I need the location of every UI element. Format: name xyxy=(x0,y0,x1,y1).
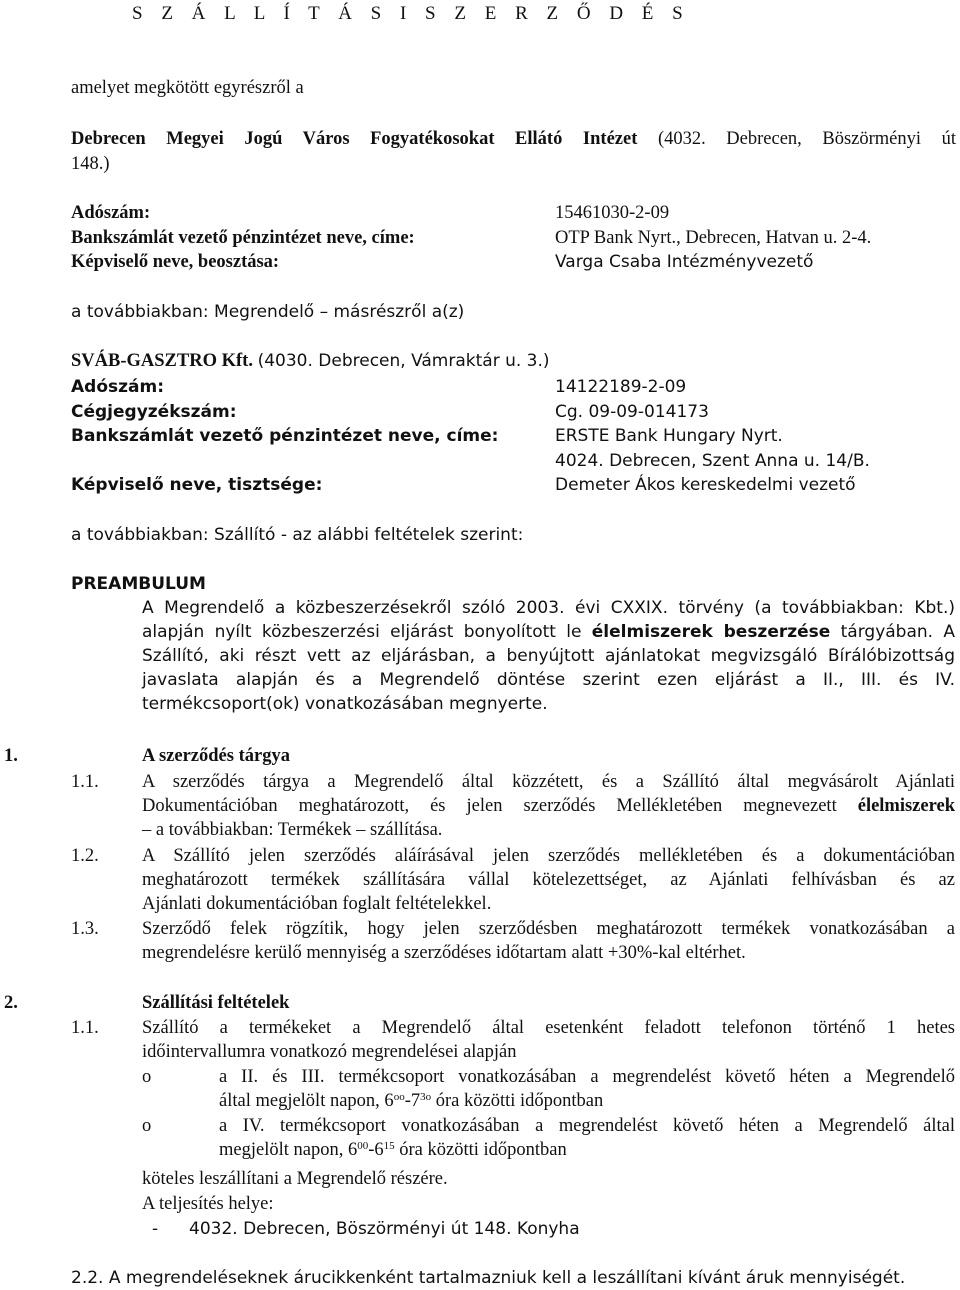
item-1-2-number: 1.2. xyxy=(71,846,99,866)
item-1-1-line-2a: Dokumentációban meghatározott, és jelen szerződés Mellékletében megnevezett xyxy=(142,796,837,816)
bullet-1-time-suffix: óra közötti időpontban xyxy=(431,1091,604,1111)
item-1-1-line-2 xyxy=(142,794,955,818)
item-1-2-body xyxy=(142,844,955,916)
item-1-3-line-2: megrendelésre kerülő mennyiség a szerződéses időtartam alatt +30%-kal eltérhet. xyxy=(142,943,746,963)
item-1-1-line-1: A szerződés tárgya a Megrendelő által közzétett, és a Szállító által megvásárolt Ajánlati xyxy=(142,772,955,792)
customer-address: (4032. Debrecen, Böszörményi út xyxy=(657,129,956,149)
supplier-bank-value-2: 4024. Debrecen, Szent Anna u. 14/B. xyxy=(555,451,870,471)
bullet-1-time-prefix: által megjelölt napon, 6 xyxy=(219,1091,394,1111)
section2-heading: Szállítási feltételek xyxy=(142,993,290,1013)
section1-heading: A szerződés tárgya xyxy=(142,746,290,766)
bullet-1-glyph: o xyxy=(142,1067,152,1087)
intro-text: amelyet megkötött egyrészről a xyxy=(71,78,304,98)
supplier-address: (4030. Debrecen, Vámraktár u. 3.) xyxy=(257,351,550,371)
item-1-2-line-3: Ajánlati dokumentációban foglalt feltételekkel. xyxy=(142,894,492,914)
customer-address-cont: 148.) xyxy=(71,154,110,174)
customer-tax-label: Adószám: xyxy=(71,203,151,223)
supplier-tax-label: Adószám: xyxy=(71,377,165,397)
customer-rep-label: Képviselő neve, beosztása: xyxy=(71,252,280,272)
preamble-emphasis: élelmiszerek beszerzése xyxy=(591,622,831,642)
item-2-1-body xyxy=(142,1016,955,1064)
bullet-1-time-mid: -7 xyxy=(404,1091,421,1111)
supplier-bank-label: Bankszámlát vezető pénzintézet neve, címe: xyxy=(71,426,499,446)
supplier-tax-value: 14122189-2-09 xyxy=(555,377,687,397)
bullet-2-sup-1: 00 xyxy=(357,1140,369,1152)
bullet-1-line-2 xyxy=(219,1089,955,1113)
customer-hereinafter: a továbbiakban: Megrendelő – másrészről a(z) xyxy=(71,302,465,322)
item-1-1-body xyxy=(142,770,955,842)
supplier-reg-value: Cg. 09-09-014173 xyxy=(555,402,709,422)
bullet-2-time-prefix: megjelölt napon, 6 xyxy=(219,1140,358,1160)
bullet-2-body xyxy=(219,1114,955,1162)
bullet-2-line-2 xyxy=(219,1138,955,1162)
item-2-1-line-1: Szállító a termékeket a Megrendelő által esetenként feladott telefonon történő 1 hetes xyxy=(142,1018,955,1038)
preamble-line-5: termékcsoport(ok) vonatkozásában megnyerte. xyxy=(142,694,548,714)
bullet-1-sup-1: oo xyxy=(393,1091,405,1103)
preamble-heading: PREAMBULUM xyxy=(71,574,206,594)
bullet-2-time-suffix: óra közötti időpontban xyxy=(394,1140,567,1160)
delivery-obligation: köteles leszállítani a Megrendelő részére. xyxy=(142,1169,448,1189)
supplier-hereinafter: a továbbiakban: Szállító - az alábbi feltételek szerint: xyxy=(71,525,524,545)
delivery-place-address: 4032. Debrecen, Böszörményi út 148. Konyha xyxy=(189,1219,580,1239)
item-1-1-line-3: – a továbbiakban: Termékek – szállítása. xyxy=(142,820,443,840)
bullet-2-sup-2: 15 xyxy=(383,1140,395,1152)
preamble-line-2 xyxy=(142,620,955,644)
section2-number: 2. xyxy=(4,993,18,1013)
preamble-line-4: javaslata alapján és a Megrendelő döntése szerint ezen eljárást a II., III. és IV. xyxy=(142,670,955,690)
bullet-2-time-mid: -6 xyxy=(368,1140,384,1160)
supplier-heading xyxy=(71,349,550,373)
customer-tax-value: 15461030-2-09 xyxy=(555,203,670,223)
customer-bank-label: Bankszámlát vezető pénzintézet neve, címe: xyxy=(71,228,415,248)
delivery-place-dash: - xyxy=(152,1219,159,1239)
supplier-name: SVÁB-GASZTRO Kft. xyxy=(71,351,253,371)
item-1-3-body xyxy=(142,917,955,965)
item-1-1-number: 1.1. xyxy=(71,772,99,792)
bullet-2-glyph: o xyxy=(142,1116,152,1136)
item-1-3-number: 1.3. xyxy=(71,919,99,939)
customer-rep-value: Varga Csaba Intézményvezető xyxy=(555,252,814,272)
item-1-1-emphasis: élelmiszerek xyxy=(857,796,955,816)
preamble-body xyxy=(142,596,955,716)
item-2-1-number: 1.1. xyxy=(71,1018,99,1038)
item-2-1-line-2: időintervallumra vonatkozó megrendelései alapján xyxy=(142,1042,517,1062)
bullet-1-body xyxy=(219,1065,955,1113)
item-1-2-line-2: meghatározott termékek szállítására vállal kötelezettséget, az Ajánlati felhívásban és az xyxy=(142,870,955,890)
bullet-2-line-1: a IV. termékcsoport vonatkozásában a megrendelést követő héten a Megrendelő által xyxy=(219,1116,955,1136)
item-1-2-line-1: A Szállító jelen szerződés aláírásával jelen szerződés mellékletében és a dokumentációban xyxy=(142,846,955,866)
preamble-line-1: A Megrendelő a közbeszerzésekről szóló 2003. évi CXXIX. törvény (a továbbiakban: Kbt.) xyxy=(142,598,955,618)
supplier-rep-label: Képviselő neve, tisztsége: xyxy=(71,475,323,495)
bullet-1-sup-2: 3o xyxy=(420,1091,432,1103)
section1-number: 1. xyxy=(4,746,18,766)
preamble-line-3: Szállító, aki részt vett az eljárásban, a benyújtott ajánlatokat megvizsgáló Bírálóbizottság xyxy=(142,646,955,666)
bullet-1-line-1: a II. és III. termékcsoport vonatkozásában a megrendelést követő héten a Megrendelő xyxy=(219,1067,955,1087)
delivery-place-label: A teljesítés helye: xyxy=(142,1194,274,1214)
supplier-reg-label: Cégjegyzékszám: xyxy=(71,402,237,422)
preamble-line-2a: alapján nyílt közbeszerzési eljárást bonyolított le xyxy=(142,622,582,642)
document-title: S Z Á L L Í T Á S I S Z E R Z Ő D É S xyxy=(132,3,690,24)
item-2-2-text: 2.2. A megrendeléseknek árucikkenként tartalmazniuk kell a leszállítani kívánt áruk mennyiségét. xyxy=(71,1268,906,1288)
customer-name: Debrecen Megyei Jogú Város Fogyatékosokat Ellátó Intézet xyxy=(71,129,638,149)
supplier-rep-value: Demeter Ákos kereskedelmi vezető xyxy=(555,475,856,495)
customer-bank-value: OTP Bank Nyrt., Debrecen, Hatvan u. 2-4. xyxy=(555,228,872,248)
supplier-bank-value-1: ERSTE Bank Hungary Nyrt. xyxy=(555,426,783,446)
customer-name-line xyxy=(71,127,956,151)
preamble-line-2c: tárgyában. A xyxy=(840,622,956,642)
item-1-3-line-1: Szerződő felek rögzítik, hogy jelen szerződésben meghatározott termékek vonatkozásában a xyxy=(142,919,955,939)
